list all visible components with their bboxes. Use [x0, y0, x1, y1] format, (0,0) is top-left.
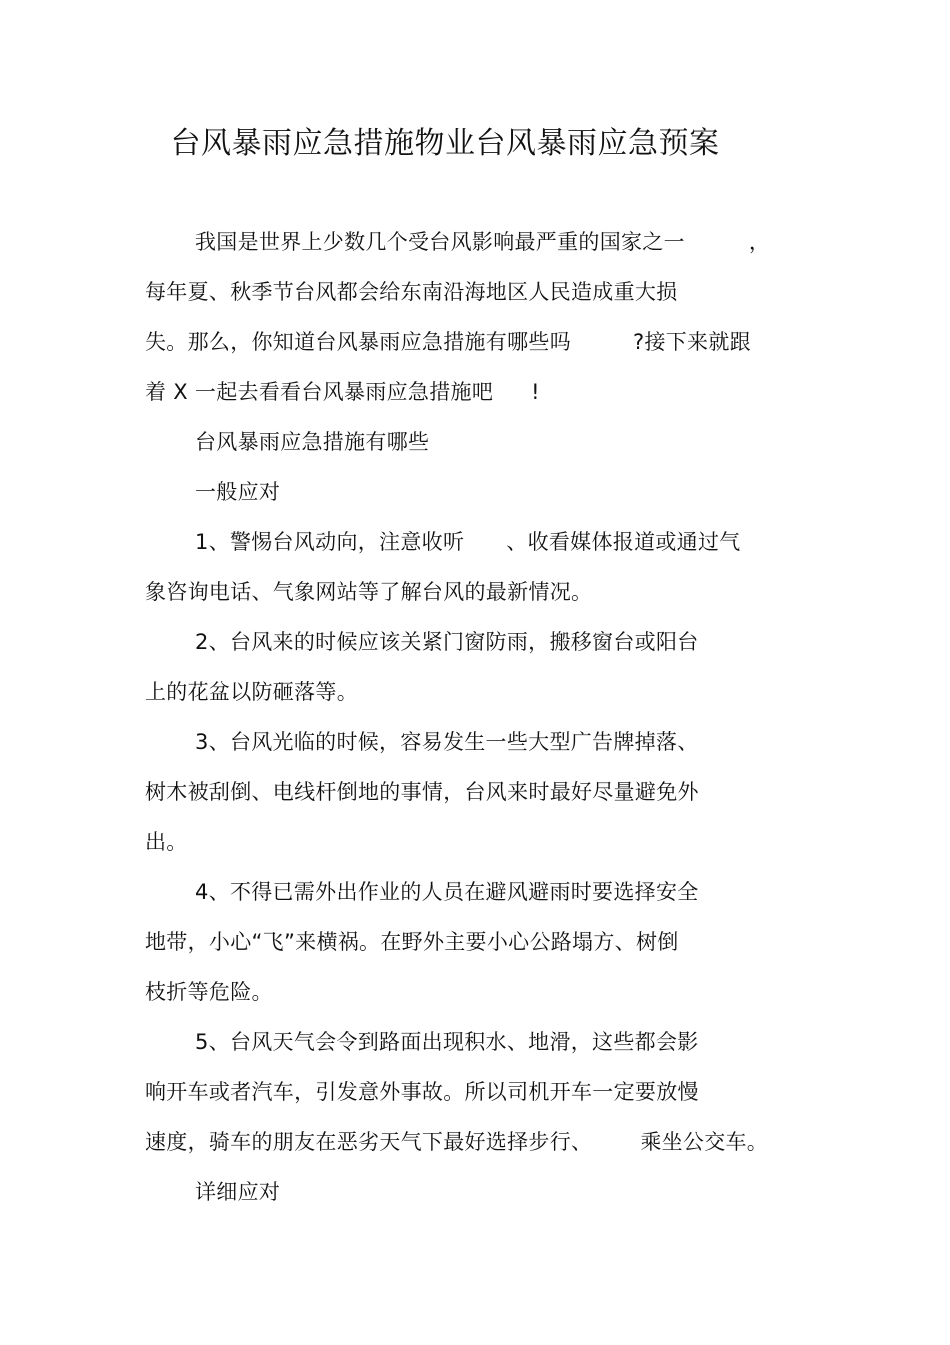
item-1-line-1-text: 1、警惕台风动向，注意收听: [195, 530, 465, 554]
item-5-line-3-tail: 乘坐公交车。: [640, 1130, 769, 1154]
item-5-line-3: [145, 1127, 768, 1157]
item-5-line-3-text: 速度，骑车的朋友在恶劣天气下最好选择步行、: [145, 1130, 593, 1154]
item-2-line-1: 2、台风来的时候应该关紧门窗防雨，搬移窗台或阳台: [195, 630, 699, 654]
detail-heading: 详细应对: [195, 1180, 281, 1204]
intro-line-4: [145, 377, 540, 407]
item-1-line-1: [195, 527, 741, 557]
intro-line-3-text: 失。那么，你知道台风暴雨应急措施有哪些吗: [145, 330, 571, 354]
intro-line-1-comma: ，: [748, 230, 771, 254]
intro-line-1-text: 我国是世界上少数几个受台风影响最严重的国家之一: [195, 230, 685, 254]
item-4-line-3: 枝折等危险。: [145, 980, 273, 1004]
intro-line-4-tail: !: [531, 380, 540, 404]
intro-line-3: [145, 327, 751, 357]
intro-line-1: [195, 227, 770, 257]
item-1-line-1-tail: 、收看媒体报道或通过气: [506, 530, 741, 554]
item-4-line-1: 4、不得已需外出作业的人员在避风避雨时要选择安全: [195, 880, 699, 904]
item-5-line-2: 响开车或者汽车，引发意外事故。所以司机开车一定要放慢: [145, 1080, 699, 1104]
item-4-line-2: 地带，小心“飞”来横祸。在野外主要小心公路塌方、树倒: [145, 930, 679, 954]
document-title: 台风暴雨应急措施物业台风暴雨应急预案: [170, 126, 720, 161]
item-3-line-1: 3、台风光临的时候，容易发生一些大型广告牌掉落、: [195, 730, 699, 754]
general-heading: 一般应对: [195, 480, 281, 504]
intro-line-4-text: 着 X 一起去看看台风暴雨应急措施吧: [145, 380, 494, 404]
item-2-line-2: 上的花盆以防砸落等。: [145, 680, 358, 704]
intro-line-2: 每年夏、秋季节台风都会给东南沿海地区人民造成重大损: [145, 280, 678, 304]
item-1-line-2: 象咨询电话、气象网站等了解台风的最新情况。: [145, 580, 593, 604]
item-3-line-2: 树木被刮倒、电线杆倒地的事情，台风来时最好尽量避免外: [145, 780, 699, 804]
item-5-line-1: 5、台风天气会令到路面出现积水、地滑，这些都会影: [195, 1030, 699, 1054]
section-heading: 台风暴雨应急措施有哪些: [195, 430, 430, 454]
intro-line-3-tail: ?接下来就跟: [633, 330, 751, 354]
item-3-line-3: 出。: [145, 830, 188, 854]
